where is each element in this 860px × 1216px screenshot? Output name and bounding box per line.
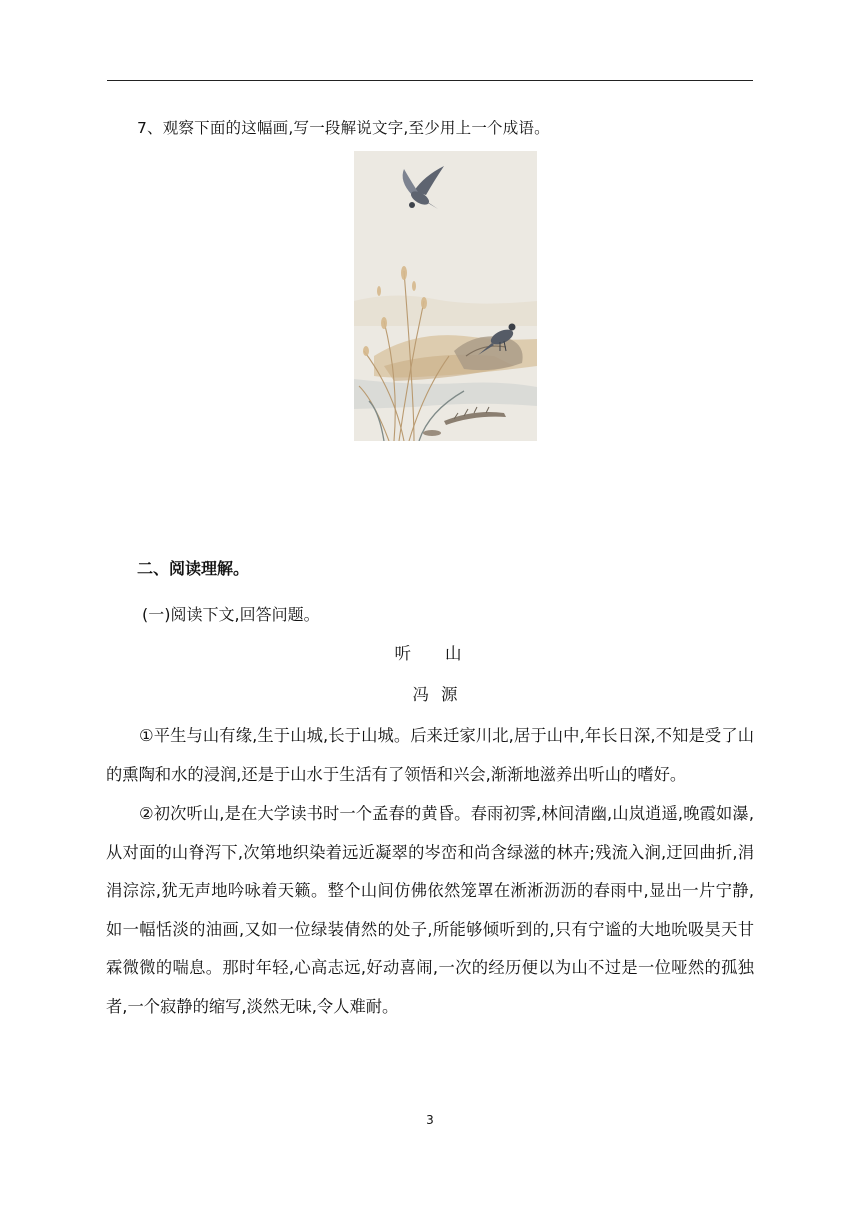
article-title: 听山 xyxy=(394,644,496,663)
header-rule xyxy=(107,80,753,81)
paragraph-1: ①平生与山有缘,生于山城,长于山城。后来迁家川北,居于山中,年长日深,不知是受了山的熏陶和水的浸润,还是于山水于生活有了领悟和兴会,渐渐地滋养出听山的嗜好。 xyxy=(106,726,754,784)
section-title: 二、阅读理解。 xyxy=(137,559,250,578)
reading-instruction: (一)阅读下文,回答问题。 xyxy=(142,605,320,624)
page-number: 3 xyxy=(426,1113,434,1127)
bird-painting xyxy=(354,151,537,441)
paragraph-2: ②初次听山,是在大学读书时一个孟春的黄昏。春雨初霁,林间清幽,山岚逍遥,晚霞如瀑,从对面的山脊泻下,次第地织染着远近凝翠的岑峦和尚含绿滋的林卉;残流入涧,迂回曲折,涓涓淙淙,犹无声地吟咏着天籁。整个山间仿佛依然笼罩在淅淅沥沥的春雨中,显出一片宁静,如一幅恬淡的油画,又如一位绿装倩然的处子,所能够倾听到的,只有宁谧的大地吮吸昊天甘霖微微的喘息。那时年轻,心高志远,好动喜闹,一次的经历便以为山不过是一位哑然的孤独者,一个寂静的缩写,淡然无味,令人难耐。 xyxy=(106,804,754,1016)
question-7: 7、观察下面的这幅画,写一段解说文字,至少用上一个成语。 xyxy=(137,119,550,137)
article-author: 冯源 xyxy=(412,685,470,704)
